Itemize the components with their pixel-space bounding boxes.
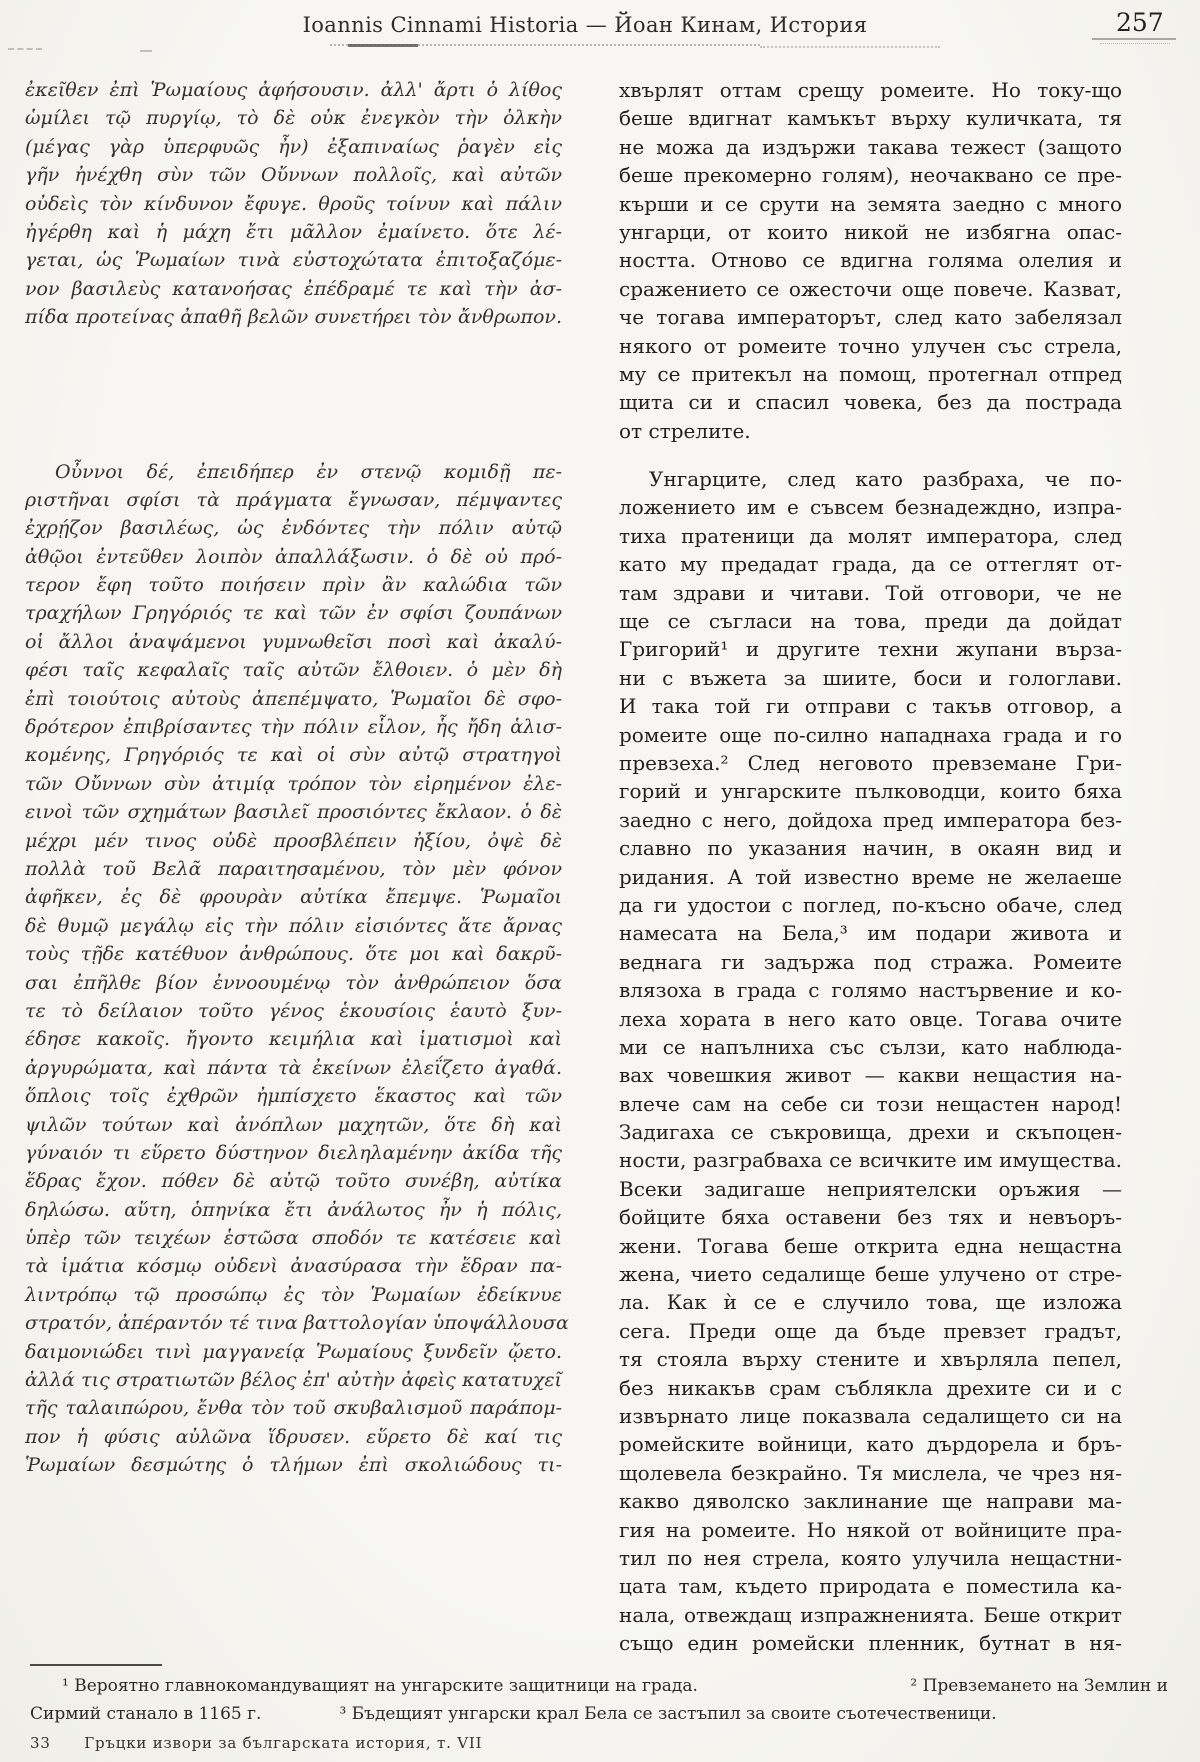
text-line: τῆς ταλαιπώρου, ἔνθα τὸν τοῦ σκυβαλισμοῦ παράπομ- (25, 1397, 562, 1420)
text-line: ἐκεῖθεν ἐπὶ Ῥωμαίους ἀφήσουσιν. ἀλλ' ἄρτι ὁ λίθος (25, 79, 562, 101)
text-line: νον βασιλεὺς κατανοήσας ἐπέδραμέ τε καὶ τὴν ἀσ- (25, 277, 562, 300)
text-line: οὐδεὶς τὸν κίνδυνον ἔφυγε. θροῦς τοίνυν καὶ πάλιν (25, 192, 562, 215)
text-line: ἐχρῄζον βασιλέως, ὡς ἐνδόντες τὴν πόλιν αὐτῷ (25, 517, 562, 540)
footnote-line-2 (30, 1700, 1168, 1728)
text-line: от стрелите. (619, 418, 751, 443)
text-line: πολλὰ τοῦ Βελᾶ παραιτησαμένου, τὸν μὲν φόνον (25, 857, 562, 880)
scan-artifact-rule (348, 44, 418, 47)
text-line: Всеки задигаше неприятелски оръжия — (619, 1176, 1122, 1201)
text-line: μέχρι μέν τινος οὐδὲ προσβλέπειν ἠξίου, ὀψὲ δὲ (25, 829, 562, 852)
text-line: жена, чието седалище беше улучено от стре- (619, 1262, 1122, 1287)
text-line: горий и унгарските пълководци, които бяха (619, 779, 1122, 804)
text-line: δαιμονιώδει τινὶ μαγγανείᾳ Ῥωμαίους ξυνδεῖν ᾤετο. (25, 1340, 562, 1363)
text-line: като му предадат града, да се оттеглят от- (619, 552, 1122, 577)
text-line: беше вдигнат камъкът върху куличката, тя (619, 106, 1122, 131)
text-line: ἕδρας ἔχον. πόθεν δὲ αὐτῷ τοῦτο συνέβη, αὐτίκα (25, 1170, 562, 1193)
text-line: γεται, ὡς Ῥωμαίων τινὰ εὐστοχώτατα ἐπιτοξαζόμε- (25, 249, 562, 272)
text-line: τε τὸ δείλαιον τοῦτο γένος ἑκουσίοις ἑαυτὸ ξυν- (25, 999, 562, 1022)
text-line: γύναιόν τι εὕρετο δύστηνον διεληλαμένην ἀκίδα τῆς (25, 1141, 562, 1164)
text-line: някого от ромеите точно улучен със стрела, (619, 333, 1122, 358)
signature-number: 33 (30, 1734, 51, 1752)
text-line: кърши и се срути на земята заедно с много (619, 191, 1122, 216)
text-line: γῆν ἠνέχθη σὺν τῶν Οὔννων πολλοῖς, καὶ αὐτῶν (25, 164, 562, 187)
text-line: τῶν Οὔννων σὺν ἀτιμίᾳ τρόπον τὸν εἰρημένον ἐλε- (25, 772, 562, 795)
text-line: ὡμίλει τῷ πυργίῳ, τὸ δὲ οὐκ ἐνεγκὸν τὴν ὁλκὴν (25, 107, 562, 130)
text-line: му се притекъл на помощ, протегнал отпред (619, 361, 1122, 386)
text-line: бойците бяха оставени без тях и невъоръ- (619, 1205, 1122, 1230)
text-line: Οὖννοι δέ, ἐπειδήπερ ἐν στενῷ κομιδῇ πε- (55, 460, 562, 483)
scan-artifact-rule (1092, 38, 1176, 40)
text-line: щита си и спасил човека, без да пострада (619, 390, 1122, 415)
text-line: Ῥωμαίων δεσμώτης ὁ τλήμων ἐπὶ σκολιώδους τι- (25, 1454, 562, 1477)
text-line: ἀφῆκεν, ἐς δὲ φρουρὰν αὐτίκα ἔπεμψε. Ῥωμαῖοι (25, 886, 562, 909)
text-line: щолевела безкрайно. Тя мислела, че чрез ня- (619, 1460, 1122, 1485)
text-line: тя стояла върху стените и хвърляла пепел, (619, 1347, 1122, 1372)
text-line: леха хората в него като овце. Тогава очите (619, 1006, 1122, 1031)
text-line: σαι ἐπῆλθε βίον ἐννοουμένῳ τὸν ἀνθρώπειον ὅσα (25, 971, 562, 994)
text-line: унгарци, от които никой не избягна опас- (619, 219, 1122, 244)
footnote-2-start: ² Превземането на Землин и (910, 1676, 1168, 1696)
text-line: вах човешкия живот — какви нещастия на- (619, 1063, 1122, 1088)
scan-artifact-rule (1100, 43, 1170, 44)
text-line: ложението им е съвсем безнадеждно, изпра- (619, 495, 1122, 520)
text-line: (μέγας γὰρ ὑπερφυῶς ἦν) ἐξαπιναίως ῥαγὲν εἰς (25, 135, 562, 158)
footnotes (30, 1672, 1168, 1728)
text-line: без никакъв срам съблякла дрехите си и с (619, 1375, 1122, 1400)
text-line: ромейските войници, като дърдорела и бръ- (619, 1432, 1122, 1457)
text-line: тиха пратеници да молят императора, след (619, 523, 1122, 548)
footnote-3: ³ Бъдещият унгарски крал Бела се застъпил за своите съотечественици. (339, 1704, 997, 1724)
text-line: превзеха.² След неговото превземане Гри- (619, 750, 1122, 775)
text-line: И така той ги отправи с такъв отговор, а (619, 694, 1122, 719)
text-line: ὑπὲρ τῶν τειχέων ἑστῶσα σποδόν τε κατέσειε καὶ (25, 1227, 562, 1250)
text-line: какво дяволско заклинание ще направи ма- (619, 1489, 1122, 1514)
text-line: влече сам на себе си този нещастен народ! (619, 1091, 1122, 1116)
text-line: сега. Преди още да бъде превзет градът, (619, 1318, 1122, 1343)
text-line: ще се съгласи на това, преди да дойдат (619, 609, 1122, 634)
scan-artifact-rule (760, 46, 940, 48)
text-line: πον ἡ φύσις αὐλῶνα ἵδρυσεν. εὕρετο δὲ καί τις (25, 1425, 562, 1448)
text-line: също един ромейски пленник, бутнат в ня- (619, 1631, 1122, 1656)
text-line: λιντρόπῳ τῷ προσώπῳ ἐς τὸν Ῥωμαίων ἐδείκνυε (25, 1283, 562, 1306)
text-line: гия на ромеите. Но някой от войниците пра- (619, 1517, 1122, 1542)
text-line: ὅπλοις τοῖς ἐχθρῶν ἠμπίσχετο ἕκαστος καὶ τῶν (25, 1085, 562, 1108)
text-line: στρατόν, ἀπέραντόν τέ τινα βαττολογίαν ὑποψάλλουσα (25, 1312, 569, 1335)
text-line: нала, отвеждащ изпражненията. Беше открит (619, 1602, 1122, 1627)
text-line: цата там, където природата е поместила ка- (619, 1574, 1122, 1599)
text-line: тил по нея стрела, която улучила нещастни- (619, 1545, 1122, 1570)
text-line: τὰ ἱμάτια κόσμῳ οὐδενὶ ἀνασύρασα τὴν ἕδραν πα- (25, 1255, 562, 1278)
text-line: εινοὶ τῶν σχημάτων βασιλεῖ προσιόντες ἔκλαον. ὁ δὲ (25, 801, 562, 824)
text-line: сражението се ожесточи още повече. Казват, (619, 276, 1122, 301)
volume-signature-line (30, 1734, 930, 1752)
text-line: έδησε κακοῖς. ἤγοντο κειμήλια καὶ ἱματισμοὶ καὶ (25, 1028, 562, 1051)
text-line: да ги удостои с поглед, по-късно обаче, след (619, 892, 1122, 917)
text-line: ридания. А той известно време не желаеше (619, 864, 1122, 889)
running-header-title: Ioannis Cinnami Historia — Йоан Кинам, История (302, 13, 868, 37)
text-line: κομένης, Γρηγόριός τε καὶ οἱ σὺν αὐτῷ στρατηγοὶ (25, 744, 562, 767)
text-line: φέσι ταῖς κεφαλαῖς ταῖς αὐτῶν ἔλθοιεν. ὁ μὲν δὴ (25, 659, 562, 682)
text-line: влязоха в града с голямо настървение и ко- (619, 978, 1122, 1003)
text-line: ἀθῷοι ἐντεῦθεν λοιπὸν ἀπαλλάξωσιν. ὁ δὲ οὐ πρό- (25, 545, 562, 568)
text-line: ни с въжета за шиите, боси и гологлави. (619, 665, 1122, 690)
text-line: δηλώσω. αὕτη, ὁπηνίκα ἔτι ἀνάλωτος ἦν ἡ πόλις, (25, 1198, 562, 1221)
text-line: ла. Как ѝ се е случило това, ще изложа (619, 1290, 1122, 1315)
text-line: ριστῆναι σφίσι τὰ πράγματα ἔγνωσαν, πέμψαντες (25, 488, 562, 511)
text-line: τοὺς τῇδε κατέθυον ἀνθρώπους. ὅτε μοι καὶ δακρῦ- (25, 943, 562, 966)
text-line: намесата на Бела,³ им подари живота и (619, 921, 1122, 946)
text-line: ромеите още по-силно нападнаха града и го (619, 722, 1122, 747)
text-line: ἐπὶ τοιούτοις αὐτοὺς ἀπεπέμψατο, Ῥωμαῖοι δὲ σφο- (25, 687, 562, 710)
text-line: Унгарците, след като разбраха, че по- (649, 467, 1122, 492)
text-line: ἀργυρώματα, καὶ πάντα τὰ ἐκείνων ἐλεΐζετο ἀγαθά. (25, 1056, 562, 1079)
scan-artifact-rule (140, 50, 152, 52)
text-line: δρότερον ἐπιβρίσαντες τὴν πόλιν εἷλον, ἧς ἤδη ἁλισ- (25, 716, 562, 739)
footnote-1: ¹ Вероятно главнокомандуващият на унгарските защитници на града. (62, 1676, 698, 1696)
text-line: ността. Отново се вдигна голяма олелия и (619, 248, 1122, 273)
text-line: ности, разграбваха се всичките им имущества. (619, 1148, 1122, 1173)
text-line: ми се напълниха със сълзи, като наблюда- (619, 1034, 1122, 1059)
scan-artifact-rule (8, 48, 42, 50)
text-line: τερον ἔφη τοῦτο ποιήσειν πρὶν ἂν καλώδια τῶν (25, 574, 562, 597)
text-line: славно по указания начин, в окаян вид и (619, 836, 1122, 861)
text-line: че тогава императорът, след като забелязал (619, 305, 1122, 330)
footnote-separator (30, 1664, 162, 1666)
text-line: извърнато лице показвала седалището си на (619, 1403, 1122, 1428)
text-line: там здрави и читави. Той отговори, че не (619, 580, 1122, 605)
greek-text-column (25, 76, 569, 1480)
text-line: τραχήλων Γρηγόριός τε καὶ τῶν ἐν σφίσι ζουπάνων (25, 602, 562, 625)
text-line: заедно с него, дойдоха пред императора без- (619, 807, 1122, 832)
text-line: ψιλῶν τούτων καὶ ἀνόπλων μαχητῶν, ὅτε δὴ καὶ (25, 1113, 562, 1136)
text-line: ἀλλά τις στρατιωτῶν βέλος ἐπ' αὐτὴν ἀφεὶς κατατυχεῖ (25, 1369, 562, 1392)
series-title: Гръцки извори за българската история, т. VII (84, 1734, 483, 1752)
text-line: Григорий¹ и другите техни жупани върза- (619, 637, 1122, 662)
bulgarian-paragraph-2 (619, 465, 1122, 1657)
text-line: πίδα προτείνας ἀπαθῆ βελῶν συνετήρει τὸν ἄνθρωπον. (25, 306, 562, 329)
text-line: жени. Тогава беше открита една нещастна (619, 1233, 1122, 1258)
text-line: οἱ ἄλλοι ἀναψάμενοι γυμνωθεῖσι ποσὶ καὶ ἀκαλύ- (25, 630, 562, 653)
bulgarian-text-column (619, 76, 1122, 1657)
greek-paragraph-1 (25, 76, 562, 332)
text-line: хвърлят оттам срещу ромеите. Но току-що (619, 78, 1122, 102)
text-line: беше прекомерно голям), неочаквано се пре- (619, 163, 1122, 188)
text-line: Задигаха се съкровища, дрехи и скъпоцен- (619, 1120, 1122, 1145)
text-line: ἠγέρθη καὶ ἡ μάχη ἔτι μᾶλλον ἐμαίνετο. ὅτε λέ- (25, 220, 562, 243)
text-line: веднага ги задържа под стража. Ромеите (619, 949, 1122, 974)
text-line: δὲ θυμῷ μεγάλῳ εἰς τὴν πόλιν εἰσιόντες ἅτε ἄρνας (25, 914, 562, 937)
greek-paragraph-2 (25, 458, 569, 1480)
footnote-line-1 (30, 1672, 1168, 1700)
footnote-2-end: Сирмий станало в 1165 г. (30, 1704, 262, 1724)
bulgarian-paragraph-1 (619, 76, 1122, 445)
text-line: не можа да издържи такава тежест (защото (619, 134, 1122, 159)
page-number: 257 (1116, 8, 1164, 37)
